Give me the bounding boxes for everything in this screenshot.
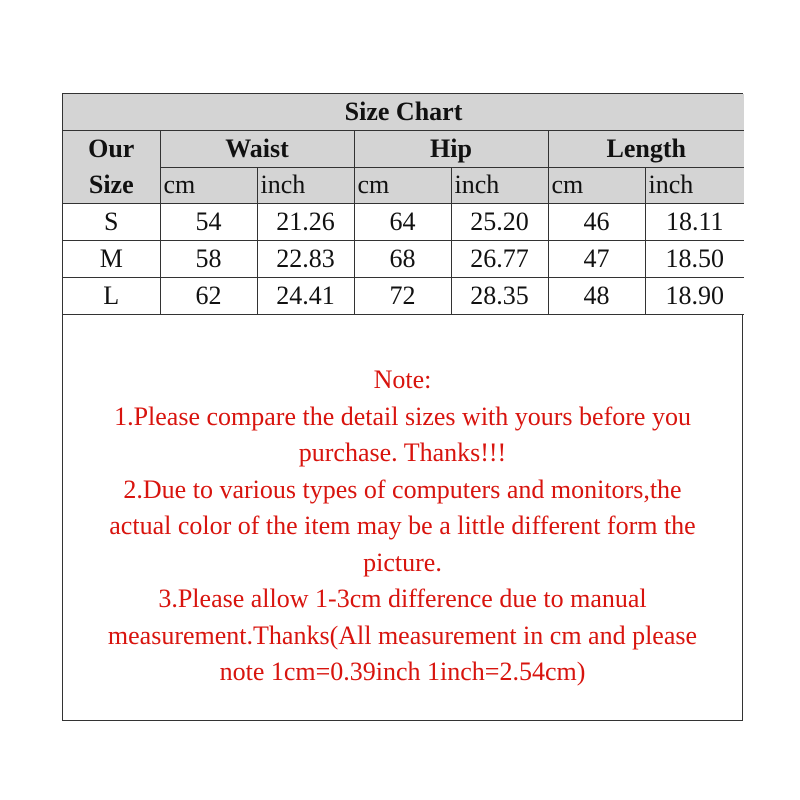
table-cell: 18.50 [645,240,744,277]
size-cell: S [63,203,160,240]
table-cell: 48 [548,277,645,314]
table-cell: 62 [160,277,257,314]
note-line: purchase. Thanks!!! [298,438,507,467]
unit-header: cm [354,167,451,203]
table-cell: 47 [548,240,645,277]
table-cell: 21.26 [257,203,354,240]
table-cell: 54 [160,203,257,240]
unit-header: cm [160,167,257,203]
size-chart-frame [62,93,743,721]
table-title: Size Chart [63,94,744,130]
unit-header: inch [451,167,548,203]
unit-header: inch [645,167,744,203]
note-line: picture. [363,547,442,577]
note-line: note 1cm=0.39inch 1inch=2.54cm) [219,657,586,686]
unit-header: inch [257,167,354,203]
note-line: 3.Please allow 1-3cm difference due to manual [158,584,647,613]
table-cell: 24.41 [257,277,354,314]
table-cell: 18.11 [645,203,744,240]
size-cell: L [63,277,160,314]
our-size-header [63,130,160,203]
size-chart-table [63,94,744,315]
size-cell: M [63,240,160,277]
table-row [63,203,744,240]
table-cell: 68 [354,240,451,277]
note-line: 1.Please compare the detail sizes with yours before you [114,401,691,431]
table-cell: 58 [160,240,257,277]
note-line: measurement.Thanks(All measurement in cm and please [107,620,698,650]
notes-block [63,362,742,691]
table-row [63,240,744,277]
table-cell: 64 [354,203,451,240]
our-size-line-1: Our [88,133,135,163]
table-cell: 28.35 [451,277,548,314]
table-cell: 25.20 [451,203,548,240]
table-cell: 18.90 [645,277,744,314]
group-header-waist: Waist [160,130,354,167]
note-line: 2.Due to various types of computers and monitors,the [123,474,682,504]
note-line: actual color of the item may be a little different form the [109,511,696,540]
table-row [63,277,744,314]
note-heading: Note: [373,365,432,394]
table-cell: 46 [548,203,645,240]
table-cell: 22.83 [257,240,354,277]
table-cell: 72 [354,277,451,314]
group-header-length: Length [548,130,744,167]
unit-header: cm [548,167,645,203]
group-header-hip: Hip [354,130,548,167]
table-cell: 26.77 [451,240,548,277]
our-size-line-2: Size [88,169,134,199]
